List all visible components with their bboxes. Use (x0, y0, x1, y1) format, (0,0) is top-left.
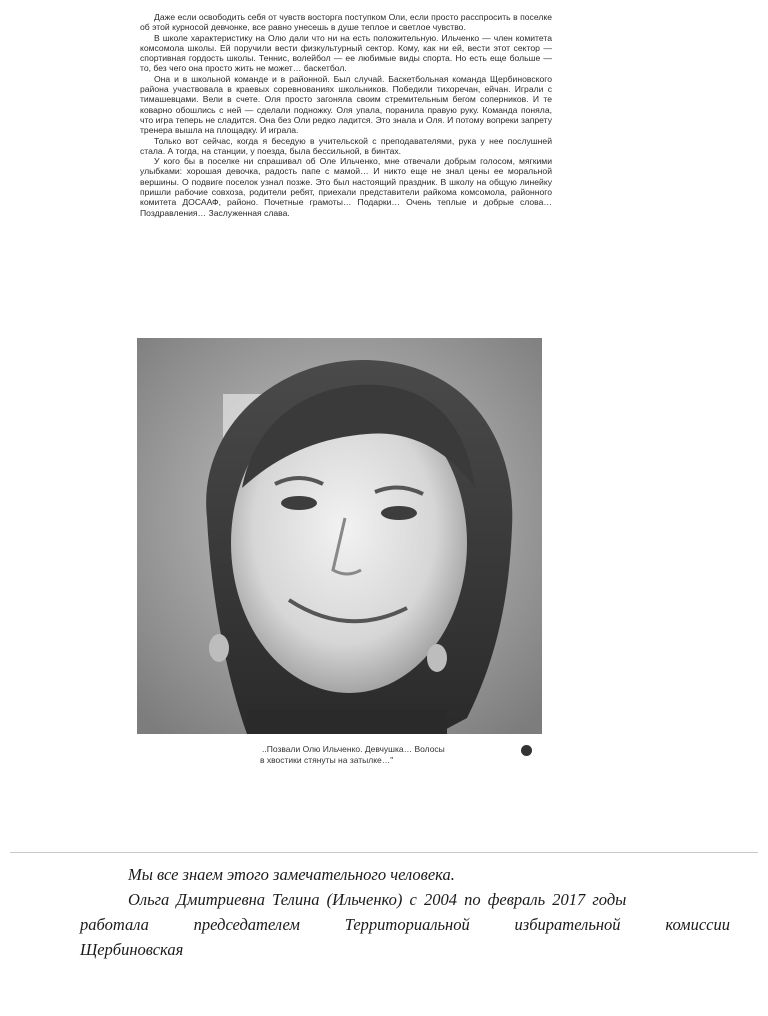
note-line: Щербиновская (80, 940, 184, 959)
portrait-image (137, 338, 542, 734)
article-paragraph: У кого бы в поселке ни спрашивал об Оле Ильченко, мне отвечали добрым голосом, мягкими улыбками: хорошая девочка, радость папе с мамой… И никто еще не знал цены ее моральной вершины. О подвиге поселок узнал позже. Это был настоящий праздник. В школу на общую линейку пришли рабочие совхоза, родители ребят, приехали представители райкома комсомола, районного комитета ДОСААФ, районо. Почетные грамоты… Подарки… Очень теплые и добрые слова… Поздравления… Заслуженная слава. (140, 156, 552, 218)
newspaper-article (140, 12, 552, 218)
article-paragraph: В школе характеристику на Олю дали что ни на есть положительную. Ильченко — член комитета комсомола школы. Ей поручили вести физкультурный сектор. Кому, как ни ей, вести этот сектор — спортивная гордость школы. Теннис, волейбол — ее любимые виды спорта. Но есть еще больше — то, без чего она просто жить не может… баскетбол. (140, 32, 552, 74)
scan-edge-line (10, 852, 758, 853)
photo-caption (262, 744, 522, 765)
article-paragraph: Она и в школьной команде и в районной. Был случай. Баскетбольная команда Щербиновского района участвовала в краевых соревнованиях школьников. Победили тихоречан, ейчан. Играли с тимашевцами. Вели в счете. Оля просто загоняла своим стремительным бегом соперников. И те коварно обошлись с ней — сделали подножку. Оля упала, поранила правую руку. Команда поняла, что игра теперь не сладится. Она без Оли редко ладится. Это знала и Оля. И потому вопреки запрету тренера вышла на площадку. И играла. (140, 73, 552, 136)
caption-marker-icon (521, 745, 532, 756)
note-line: работала председателем Территориальной избирательной комиссии (80, 915, 730, 934)
caption-line: в хвостики стянуты на затылке…" (260, 754, 394, 765)
portrait-photo (137, 338, 542, 734)
article-paragraph: Даже если освободить себя от чувств восторга поступком Оли, если просто расспросить в поселке об этой курносой девчонке, все равно унесешь в душе теплое и светлое чувство. (140, 12, 552, 33)
article-paragraph: Только вот сейчас, когда я беседую в учительской с преподавателями, рука у нее послушней стала. А тогда, на станции, у поезда, была бессильной, в бинтах. (140, 135, 552, 156)
typed-note (80, 862, 730, 962)
note-line: Мы все знаем этого замечательного человека. (128, 865, 455, 884)
caption-line: ..Позвали Олю Ильченко. Девчушка… Волосы (262, 744, 445, 754)
note-line: Ольга Дмитриевна Телина (Ильченко) с 2004 по февраль 2017 годы (128, 890, 627, 909)
